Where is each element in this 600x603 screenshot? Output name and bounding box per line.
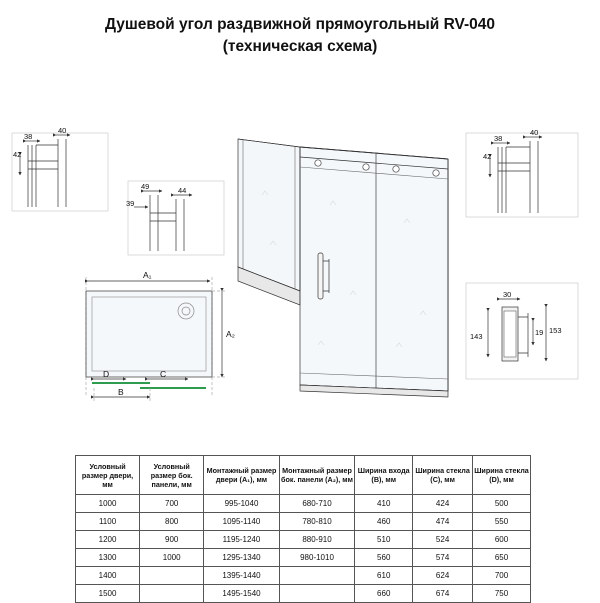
plan-label-b: B (118, 387, 124, 397)
callout-30: 30 (503, 290, 512, 299)
table-cell: 995-1040 (204, 495, 280, 513)
callout-top-right-38: 38 (494, 134, 503, 143)
plan-label-c: C (160, 369, 167, 379)
table-row (76, 549, 531, 567)
callout-mid-left-49: 49 (141, 182, 150, 191)
table-cell: 700 (140, 495, 204, 513)
callout-143: 143 (470, 332, 483, 341)
table-cell: 1300 (76, 549, 140, 567)
table-header-cell: Условный размер двери, мм (76, 456, 140, 495)
table-cell: 750 (472, 585, 530, 603)
table-cell: 1095-1140 (204, 513, 280, 531)
table-header-cell: Монтажный размер двери (A₁), мм (204, 456, 280, 495)
table-cell: 1500 (76, 585, 140, 603)
table-row (76, 531, 531, 549)
table-row (76, 495, 531, 513)
table-cell: 474 (413, 513, 473, 531)
plan-label-a2: A₂ (226, 329, 235, 339)
table-header-cell: Ширина входа (B), мм (355, 456, 413, 495)
table-cell: 610 (355, 567, 413, 585)
table-cell: 650 (472, 549, 530, 567)
callout-top-left-40: 40 (58, 126, 67, 135)
page-title (0, 14, 600, 58)
dimensions-table (75, 455, 531, 603)
callout-153: 153 (549, 326, 562, 335)
detail-top-left (12, 133, 108, 211)
table-cell: 624 (413, 567, 473, 585)
table-cell: 680-710 (279, 495, 355, 513)
table-row (76, 513, 531, 531)
table-cell: 600 (472, 531, 530, 549)
table-cell: 1195-1240 (204, 531, 280, 549)
table-cell: 800 (140, 513, 204, 531)
table-cell: 574 (413, 549, 473, 567)
table-cell: 1100 (76, 513, 140, 531)
table-cell: 700 (472, 567, 530, 585)
table-cell: 1495-1540 (204, 585, 280, 603)
table-cell: 410 (355, 495, 413, 513)
page-title-line2: (техническая схема) (222, 38, 378, 55)
table-header-row (76, 456, 531, 495)
table-header-cell: Ширина стекла (D), мм (472, 456, 530, 495)
table-cell: 560 (355, 549, 413, 567)
table-cell: 780-810 (279, 513, 355, 531)
callout-top-right-40: 40 (530, 128, 539, 137)
callout-mid-left-44: 44 (178, 186, 187, 195)
table-header-cell: Условный размер бок. панели, мм (140, 456, 204, 495)
page-title-line1: Душевой угол раздвижной прямоугольный RV-040 (104, 16, 496, 33)
table-cell: 880-910 (279, 531, 355, 549)
table-cell: 1200 (76, 531, 140, 549)
plan-view (86, 277, 226, 401)
callout-top-left-38: 38 (24, 132, 33, 141)
main-3d-view (238, 139, 448, 397)
table-cell (279, 567, 355, 585)
table-header-cell: Монтажный размер бок. панели (A₂), мм (279, 456, 355, 495)
plan-label-a1: A₁ (143, 270, 152, 280)
table-cell: 660 (355, 585, 413, 603)
table-cell: 500 (472, 495, 530, 513)
table-cell: 1000 (76, 495, 140, 513)
table-cell: 900 (140, 531, 204, 549)
table-cell (140, 567, 204, 585)
technical-drawing (0, 95, 600, 435)
table-cell: 460 (355, 513, 413, 531)
table-cell: 424 (413, 495, 473, 513)
table-cell: 524 (413, 531, 473, 549)
table-cell: 510 (355, 531, 413, 549)
table-row (76, 567, 531, 585)
table-cell: 1395-1440 (204, 567, 280, 585)
table-cell: 1000 (140, 549, 204, 567)
table-header-cell: Ширина стекла (C), мм (413, 456, 473, 495)
table-cell: 674 (413, 585, 473, 603)
table-cell: 550 (472, 513, 530, 531)
callout-top-left-42: 42 (13, 150, 22, 159)
table-cell: 980-1010 (279, 549, 355, 567)
callout-19: 19 (535, 328, 544, 337)
detail-top-right (466, 133, 578, 217)
table-cell: 1400 (76, 567, 140, 585)
table-cell: 1295-1340 (204, 549, 280, 567)
callout-mid-left-39: 39 (126, 199, 135, 208)
plan-label-d: D (103, 369, 110, 379)
callout-top-right-42: 42 (483, 152, 492, 161)
dimensions-table-wrapper (75, 455, 531, 603)
detail-mid-left (128, 181, 224, 255)
